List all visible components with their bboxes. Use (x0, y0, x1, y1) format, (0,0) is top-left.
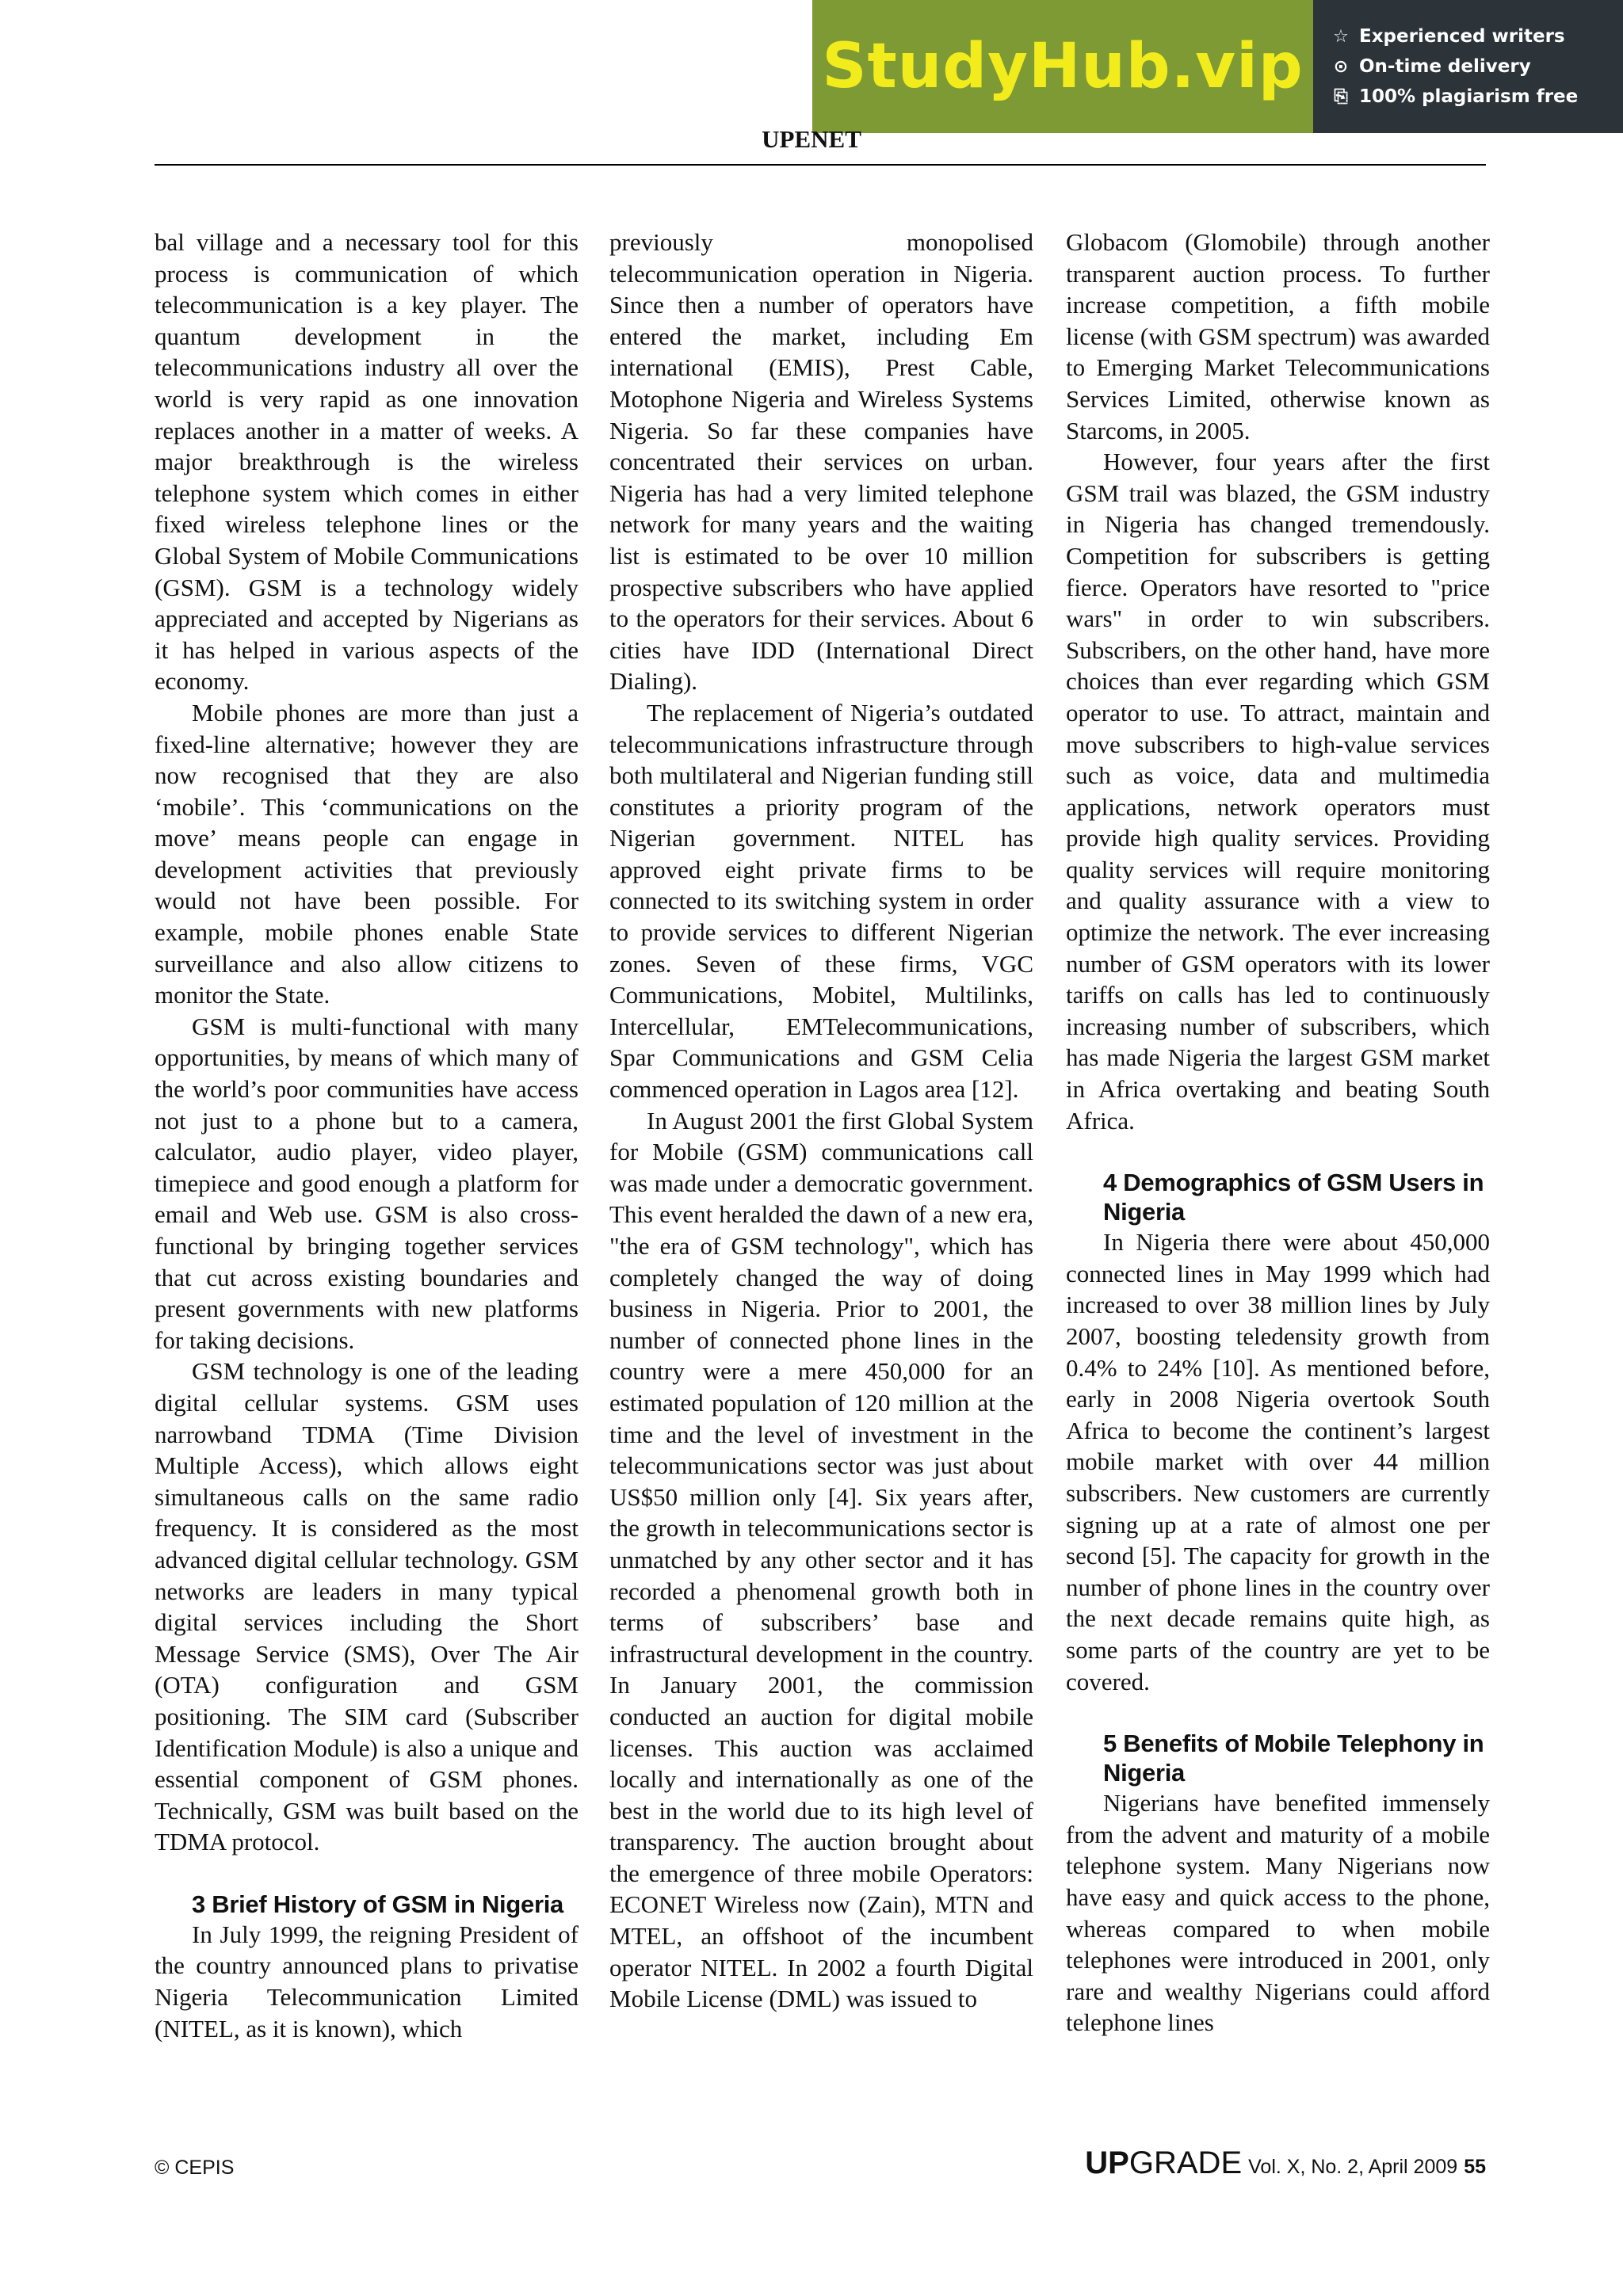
paragraph: Mobile phones are more than just a fixed-line alternative; however they are now recognised that they are also ‘mobile’. This ‘communications on the move’ means people can engage in development activities that previously would not have been possible. For example, mobile phones enable State surveillance and also allow citizens to monitor the State. (155, 698, 579, 1009)
section-heading: 4 Demographics of GSM Users in Nigeria (1103, 1169, 1484, 1226)
banner-logo[interactable]: StudyHub.vip (812, 0, 1313, 133)
paragraph: GSM technology is one of the leading digital cellular systems. GSM uses narrowband TDMA (Time Division Multiple Access), which allows eight simultaneous calls on the same radio frequency. It is considered as the most advanced digital cellular technology. GSM networks are leaders in many typical digital services including the Short Message Service (SMS), Over The Air (OTA) configuration and GSM positioning. The SIM card (Subscriber Identification Module) is also a unique and essential component of GSM phones. Technically, GSM was built based on the TDMA protocol. (155, 1357, 579, 1856)
paragraph: previously monopolised telecommunication operation in Nigeria. Since then a number of operators have entered the market, including Em international (EMIS), Prest Cable, Motophone Nigeria and Wireless Systems Nigeria. So far these companies have concentrated their services on urban. Nigeria has had a very limited telephone network for many years and the waiting list is estimated to be over 10 million prospective subscribers who have applied to the operators for their services. About 6 cities have IDD (International Direct Dialing). (609, 228, 1033, 696)
banner-feature (1331, 86, 1623, 107)
banner-feature-label: On-time delivery (1359, 56, 1531, 77)
page-number: 55 (1464, 2156, 1486, 2178)
ad-banner[interactable] (812, 0, 1623, 133)
paragraph: Nigerians have benefited immensely from the advent and maturity of a mobile telephone system. Many Nigerians now have easy and quick access to the phone, whereas compared to when mobile telephones were introduced in 2001, only rare and wealthy Nigerians could afford telephone lines (1066, 1789, 1490, 2037)
paragraph: Globacom (Glomobile) through another transparent auction process. To further increase competition, a fifth mobile license (with GSM spectrum) was awarded to Emerging Market Telecommunications Services Limited, otherwise known as Starcoms, in 2005. (1066, 228, 1490, 444)
footer-journal (1085, 2145, 1486, 2181)
paragraph: In Nigeria there were about 450,000 connected lines in May 1999 which had increased to over 38 million lines by July 2007, boosting teledensity growth from 0.4% to 24% [10]. As mentioned before, early in 2008 Nigeria overtook South Africa to become the continent’s largest mobile market with over 44 million subscribers. New customers are currently signing up at a rate of almost one per second [5]. The capacity for growth in the number of phone lines in the country over the next decade remains quite high, as some parts of the country are yet to be covered. (1066, 1228, 1490, 1695)
paragraph: The replacement of Nigeria’s outdated telecommunications infrastructure through both multilateral and Nigerian funding still constitutes a priority program of the Nigerian government. NITEL has approved eight private firms to be connected to its switching system in order to provide services to different Nigerian zones. Seven of these firms, VGC Communications, Mobitel, Multilinks, Intercellular, EMTelecommunications, Spar Communications and GSM Celia commenced operation in Lagos area [12]. (609, 698, 1033, 1104)
section-heading: 3 Brief History of GSM in Nigeria (192, 1890, 563, 1918)
banner-feature-label: Experienced writers (1359, 26, 1565, 47)
journal-volume: Vol. X, No. 2, April 2009 (1248, 2156, 1458, 2178)
document-check-icon: ⎘ (1334, 86, 1348, 107)
banner-feature-label: 100% plagiarism free (1359, 86, 1579, 107)
paragraph: GSM is multi-functional with many opportunities, by means of which many of the world’s poor communities have access not just to a phone but to a camera, calculator, audio player, video player, timepiece and good enough a platform for email and Web use. GSM is also cross-functional by bringing together services that cut across existing boundaries and present governments with new platforms for taking decisions. (155, 1012, 579, 1354)
section-heading: 5 Benefits of Mobile Telephony in Nigeria (1103, 1730, 1484, 1787)
paragraph: bal village and a necessary tool for this process is communication of which telecommunication is a key player. The quantum development in the telecommunications industry all over the world is very rapid as one innovation replaces another in a matter of weeks. A major breakthrough is the wireless telephone system which comes in either fixed wireless telephone lines or the Global System of Mobile Communications (GSM). GSM is a technology widely appreciated and accepted by Nigerians as it has helped in various aspects of the economy. (155, 228, 579, 696)
banner-feature (1331, 56, 1623, 77)
journal-brand-rest: GRADE (1128, 2145, 1243, 2180)
text-column-1 (155, 227, 579, 2044)
banner-features (1313, 0, 1623, 133)
header-rule (155, 164, 1486, 166)
journal-brand-bold: UP (1085, 2145, 1129, 2180)
text-column-3 (1066, 227, 1490, 2039)
text-column-2 (609, 227, 1033, 2015)
paragraph: In August 2001 the first Global System for Mobile (GSM) communications call was made under a democratic government. This event heralded the dawn of a new era, "the era of GSM technology", which has completely changed the way of doing business in Nigeria. Prior to 2001, the number of connected phone lines in the country were a mere 450,000 for an estimated population of 120 million at the time and the level of investment in the telecommunications sector was just about US$50 million only [4]. Six years after, the growth in telecommunications sector is unmatched by any other sector and it has recorded a phenomenal growth both in terms of subscribers’ base and infrastructural development in the country. In January 2001, the commission conducted an auction for digital mobile licenses. This auction was acclaimed locally and internationally as one of the best in the world due to its high level of transparency. The auction brought about the emergence of three mobile Operators: ECONET Wireless now (Zain), MTN and MTEL, an offshoot of the incumbent operator NITEL. In 2002 a fourth Digital Mobile License (DML) was issued to (609, 1106, 1033, 2013)
copyright: © CEPIS (155, 2157, 235, 2179)
banner-feature (1331, 26, 1623, 47)
star-icon: ☆ (1333, 26, 1349, 47)
running-header: UPENET (762, 125, 861, 153)
paragraph: However, four years after the first GSM trail was blazed, the GSM industry in Nigeria has changed tremendously. Competition for subscribers is getting fierce. Operators have resorted to "price wars" in order to win subscribers. Subscribers, on the other hand, have more choices than ever regarding which GSM operator to use. To attract, maintain and move subscribers to high-value services such as voice, data and multimedia applications, network operators must provide high quality services. Providing quality services will require monitoring and quality assurance with a view to optimize the network. The ever increasing number of GSM operators with its lower tariffs on calls has led to continuously increasing number of subscribers, which has made Nigeria the largest GSM market in Africa overtaking and beating South Africa. (1066, 448, 1490, 1135)
paragraph: In July 1999, the reigning President of the country announced plans to privatise Nigeria Telecommunication Limited (NITEL, as it is known), which (155, 1920, 579, 2042)
clock-icon: ⊙ (1333, 56, 1349, 77)
